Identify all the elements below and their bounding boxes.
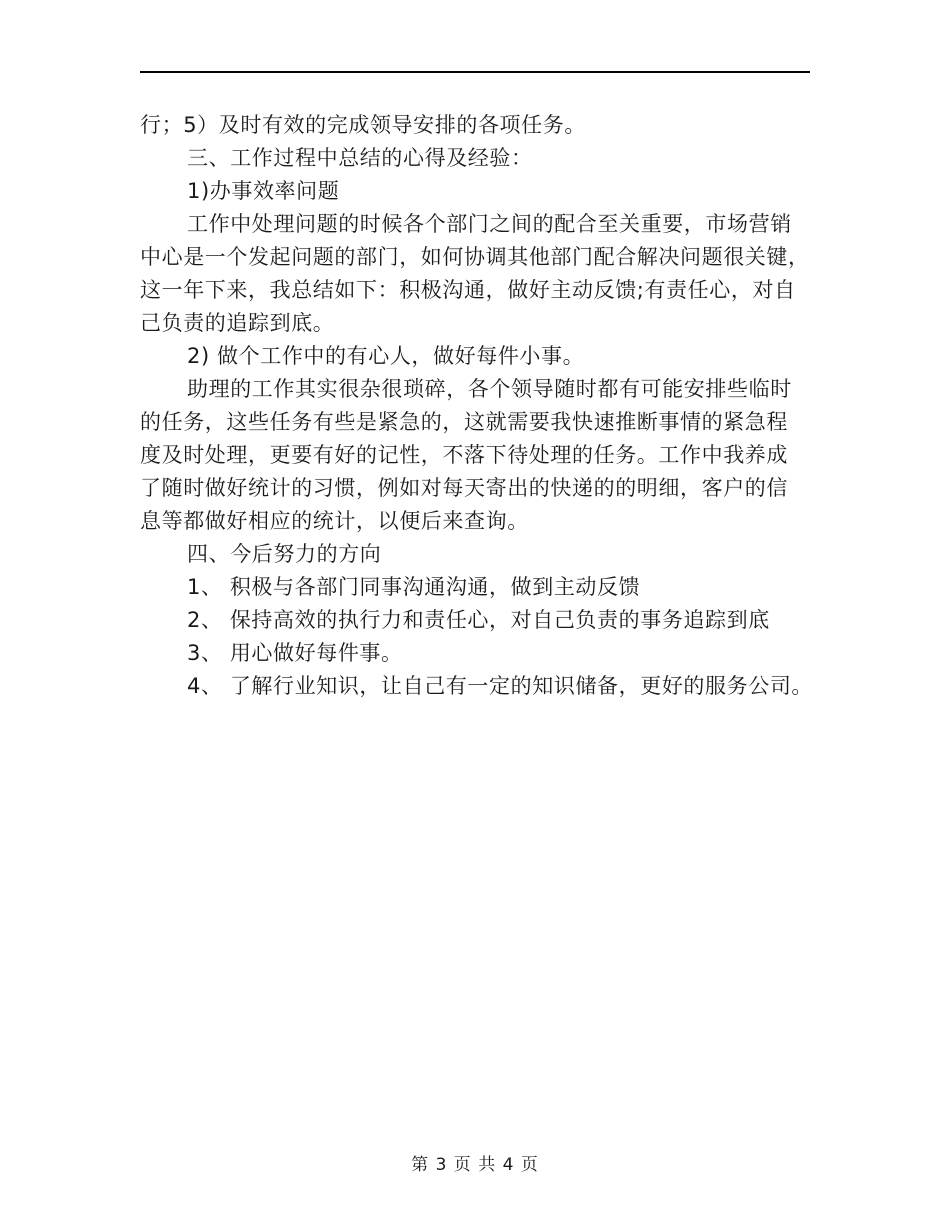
text-line: 度及时处理，更要有好的记性，不落下待处理的任务。工作中我养成 [140, 443, 788, 467]
text-line: 行；5）及时有效的完成领导安排的各项任务。 [140, 113, 586, 137]
list-item: 3、 用心做好每件事。 [187, 641, 403, 665]
section-heading: 三、工作过程中总结的心得及经验： [187, 146, 533, 170]
list-item: 1、 积极与各部门同事沟通沟通，做到主动反馈 [187, 575, 641, 599]
page-number: 第 3 页 共 4 页 [411, 1155, 539, 1175]
text-line: 息等都做好相应的统计，以便后来查询。 [140, 509, 529, 533]
text-line: 这一年下来，我总结如下：积极沟通，做好主动反馈;有责任心，对自 [140, 278, 796, 302]
subheading: 1)办事效率问题 [187, 179, 340, 203]
text-line: 了随时做好统计的习惯，例如对每天寄出的快递的的明细，客户的信 [140, 476, 788, 500]
text-line: 的任务，这些任务有些是紧急的，这就需要我快速推断事情的紧急程 [140, 410, 788, 434]
header-rule [140, 71, 810, 73]
text-line: 中心是一个发起问题的部门，如何协调其他部门配合解决问题很关键， [140, 245, 810, 269]
list-item: 2、 保持高效的执行力和责任心，对自己负责的事务追踪到底 [187, 608, 770, 632]
list-item: 4、 了解行业知识，让自己有一定的知识储备，更好的服务公司。 [187, 674, 814, 698]
text-line: 助理的工作其实很杂很琐碎，各个领导随时都有可能安排些临时 [187, 377, 792, 401]
document-body [140, 109, 820, 703]
subheading: 2) 做个工作中的有心人，做好每件小事。 [187, 344, 585, 368]
text-line: 工作中处理问题的时候各个部门之间的配合至关重要，市场营销 [187, 212, 792, 236]
section-heading: 四、今后努力的方向 [187, 542, 382, 566]
text-line: 己负责的追踪到底。 [140, 311, 335, 335]
